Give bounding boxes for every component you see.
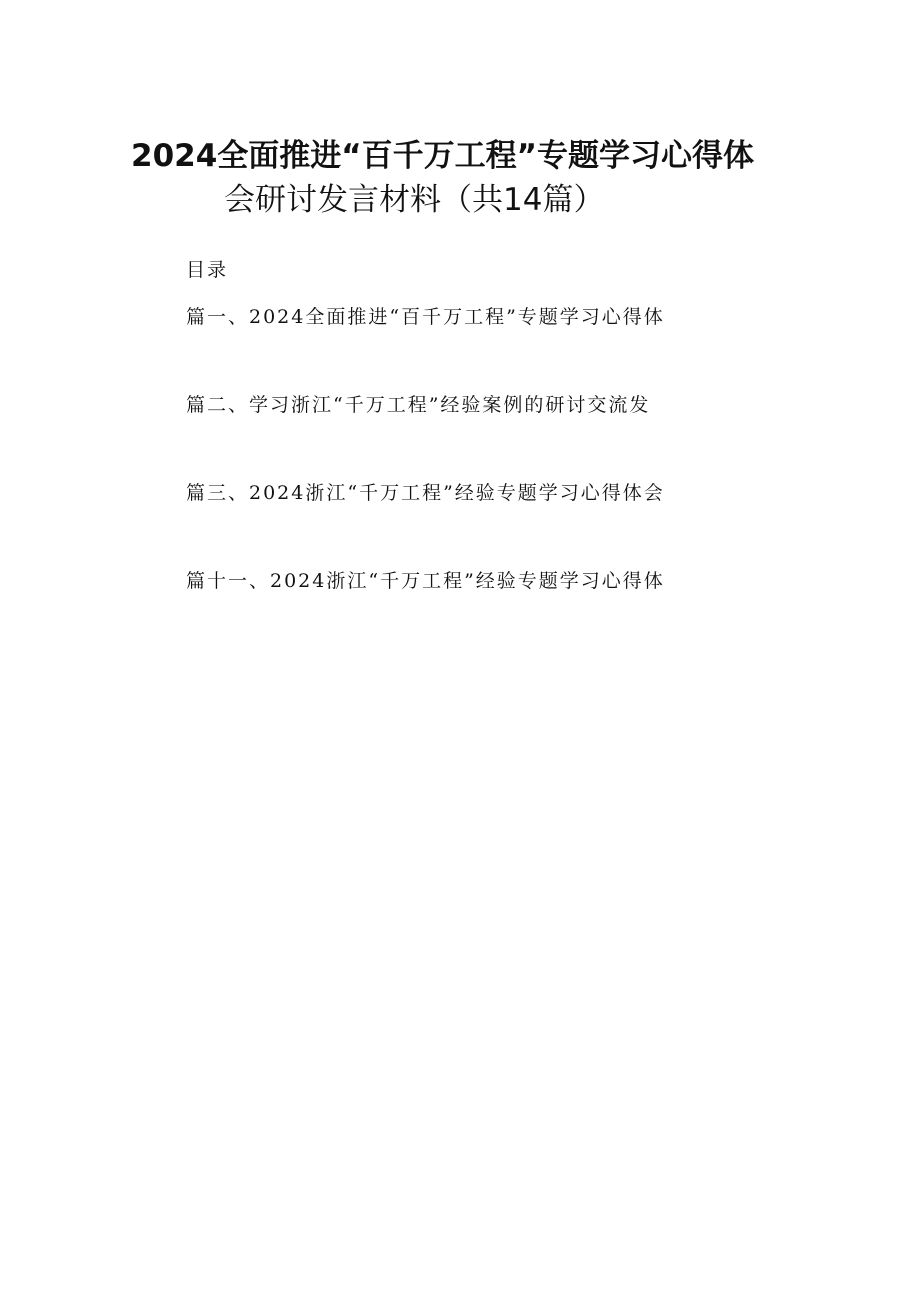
document-title — [0, 134, 920, 222]
toc-item-2[interactable]: 篇二、学习浙江“千万工程”经验案例的研讨交流发 — [186, 394, 651, 416]
toc-item-3[interactable]: 篇三、2024浙江“千万工程”经验专题学习心得体会 — [186, 482, 665, 504]
table-of-contents — [186, 304, 746, 594]
toc-item-4[interactable]: 篇十一、2024浙江“千万工程”经验专题学习心得体 — [186, 570, 665, 592]
title-line-2: 会研讨发言材料（共14篇） — [224, 182, 605, 218]
title-line-1: 2024全面推进“百千万工程”专题学习心得体 — [131, 138, 755, 174]
toc-heading: 目录 — [186, 259, 229, 281]
toc-item-1[interactable]: 篇一、2024全面推进“百千万工程”专题学习心得体 — [186, 306, 665, 328]
